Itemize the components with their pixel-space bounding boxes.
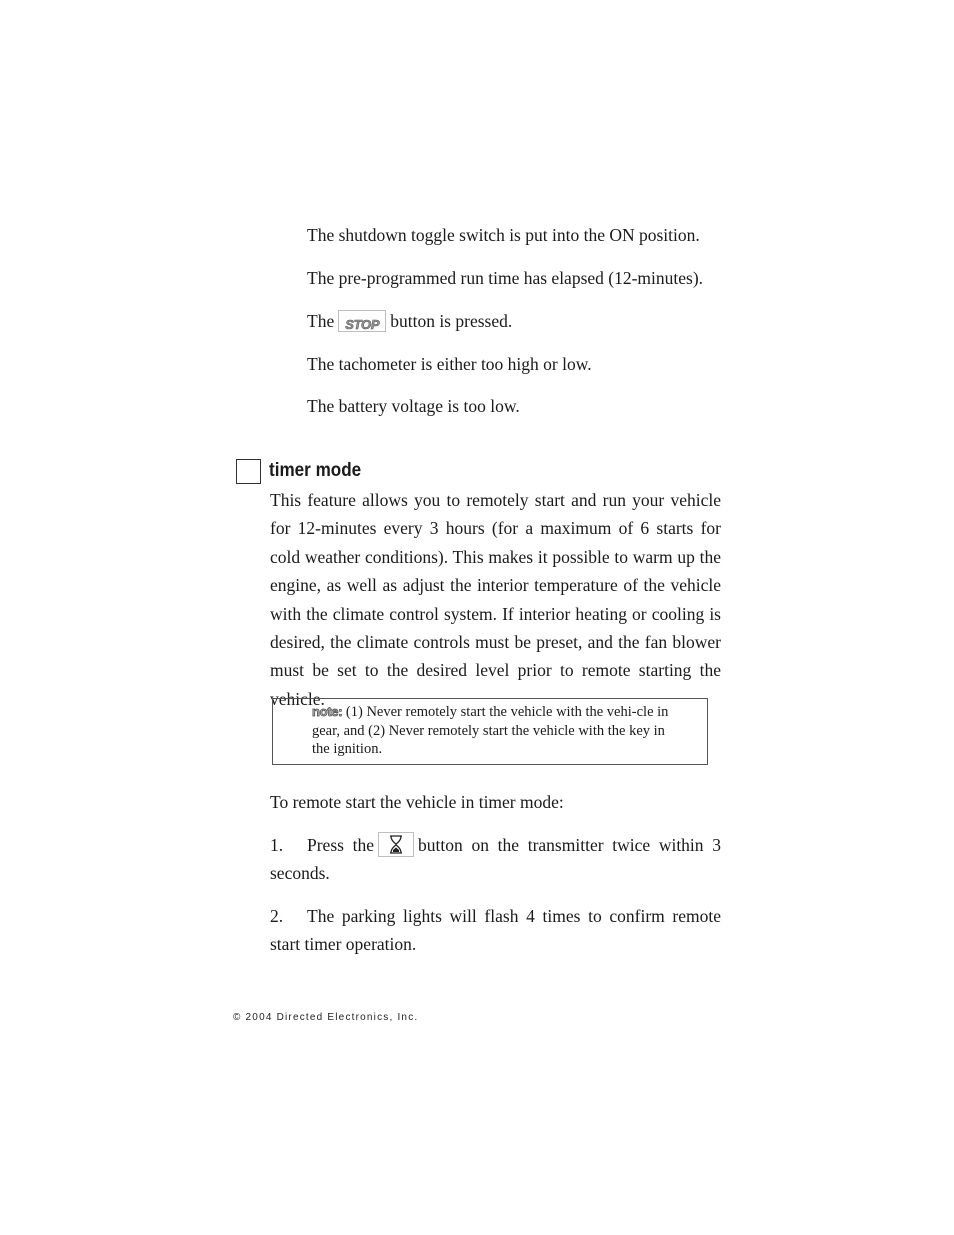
hourglass-icon (378, 832, 414, 857)
note-text (312, 703, 672, 759)
step-2-text: The parking lights will flash 4 times to confirm remote start timer operation. (270, 906, 721, 955)
shutdown-condition-stop (307, 310, 512, 332)
shutdown-condition-tachometer: The tachometer is either too high or low. (307, 354, 592, 374)
copyright-footer: © 2004 Directed Electronics, Inc. (233, 1012, 419, 1023)
stop-line-after: button is pressed. (390, 311, 513, 331)
step-2 (270, 902, 721, 959)
step-1-before: Press the (307, 835, 375, 855)
note-body: (1) Never remotely start the vehicle with the vehi-cle in gear, and (2) Never remotely start the vehicle with the key in the ignition. (312, 704, 669, 757)
shutdown-condition-runtime: The pre-programmed run time has elapsed (12-minutes). (307, 268, 704, 288)
section-marker-box (236, 459, 261, 484)
stop-button-label: STOP (345, 317, 380, 333)
step-1 (270, 831, 721, 888)
section-title: timer mode (269, 460, 362, 481)
stop-line-before: The (307, 311, 335, 331)
step-1-number: 1. (270, 835, 284, 855)
shutdown-condition-battery: The battery voltage is too low. (307, 396, 520, 416)
step-2-number: 2. (270, 906, 284, 926)
stop-button-icon (338, 310, 386, 332)
step-1-after: button on the transmitter twice within 3 seconds. (270, 835, 721, 884)
section-body: This feature allows you to remotely start and run your vehicle for 12-minutes every 3 hours (for a maximum of 6 starts for cold weather conditions). This makes it possible to warm up the engine, as well as adjust the interior temperature of the vehicle with the climate control system. If interior heating or cooling is desired, the climate controls must be preset, and the fan blower must be set to the desired level prior to remote starting the vehicle. (270, 490, 721, 709)
intro-text: To remote start the vehicle in timer mode: (270, 792, 564, 812)
shutdown-condition-toggle: The shutdown toggle switch is put into the ON position. (307, 225, 700, 245)
note-label: note: (312, 704, 343, 719)
